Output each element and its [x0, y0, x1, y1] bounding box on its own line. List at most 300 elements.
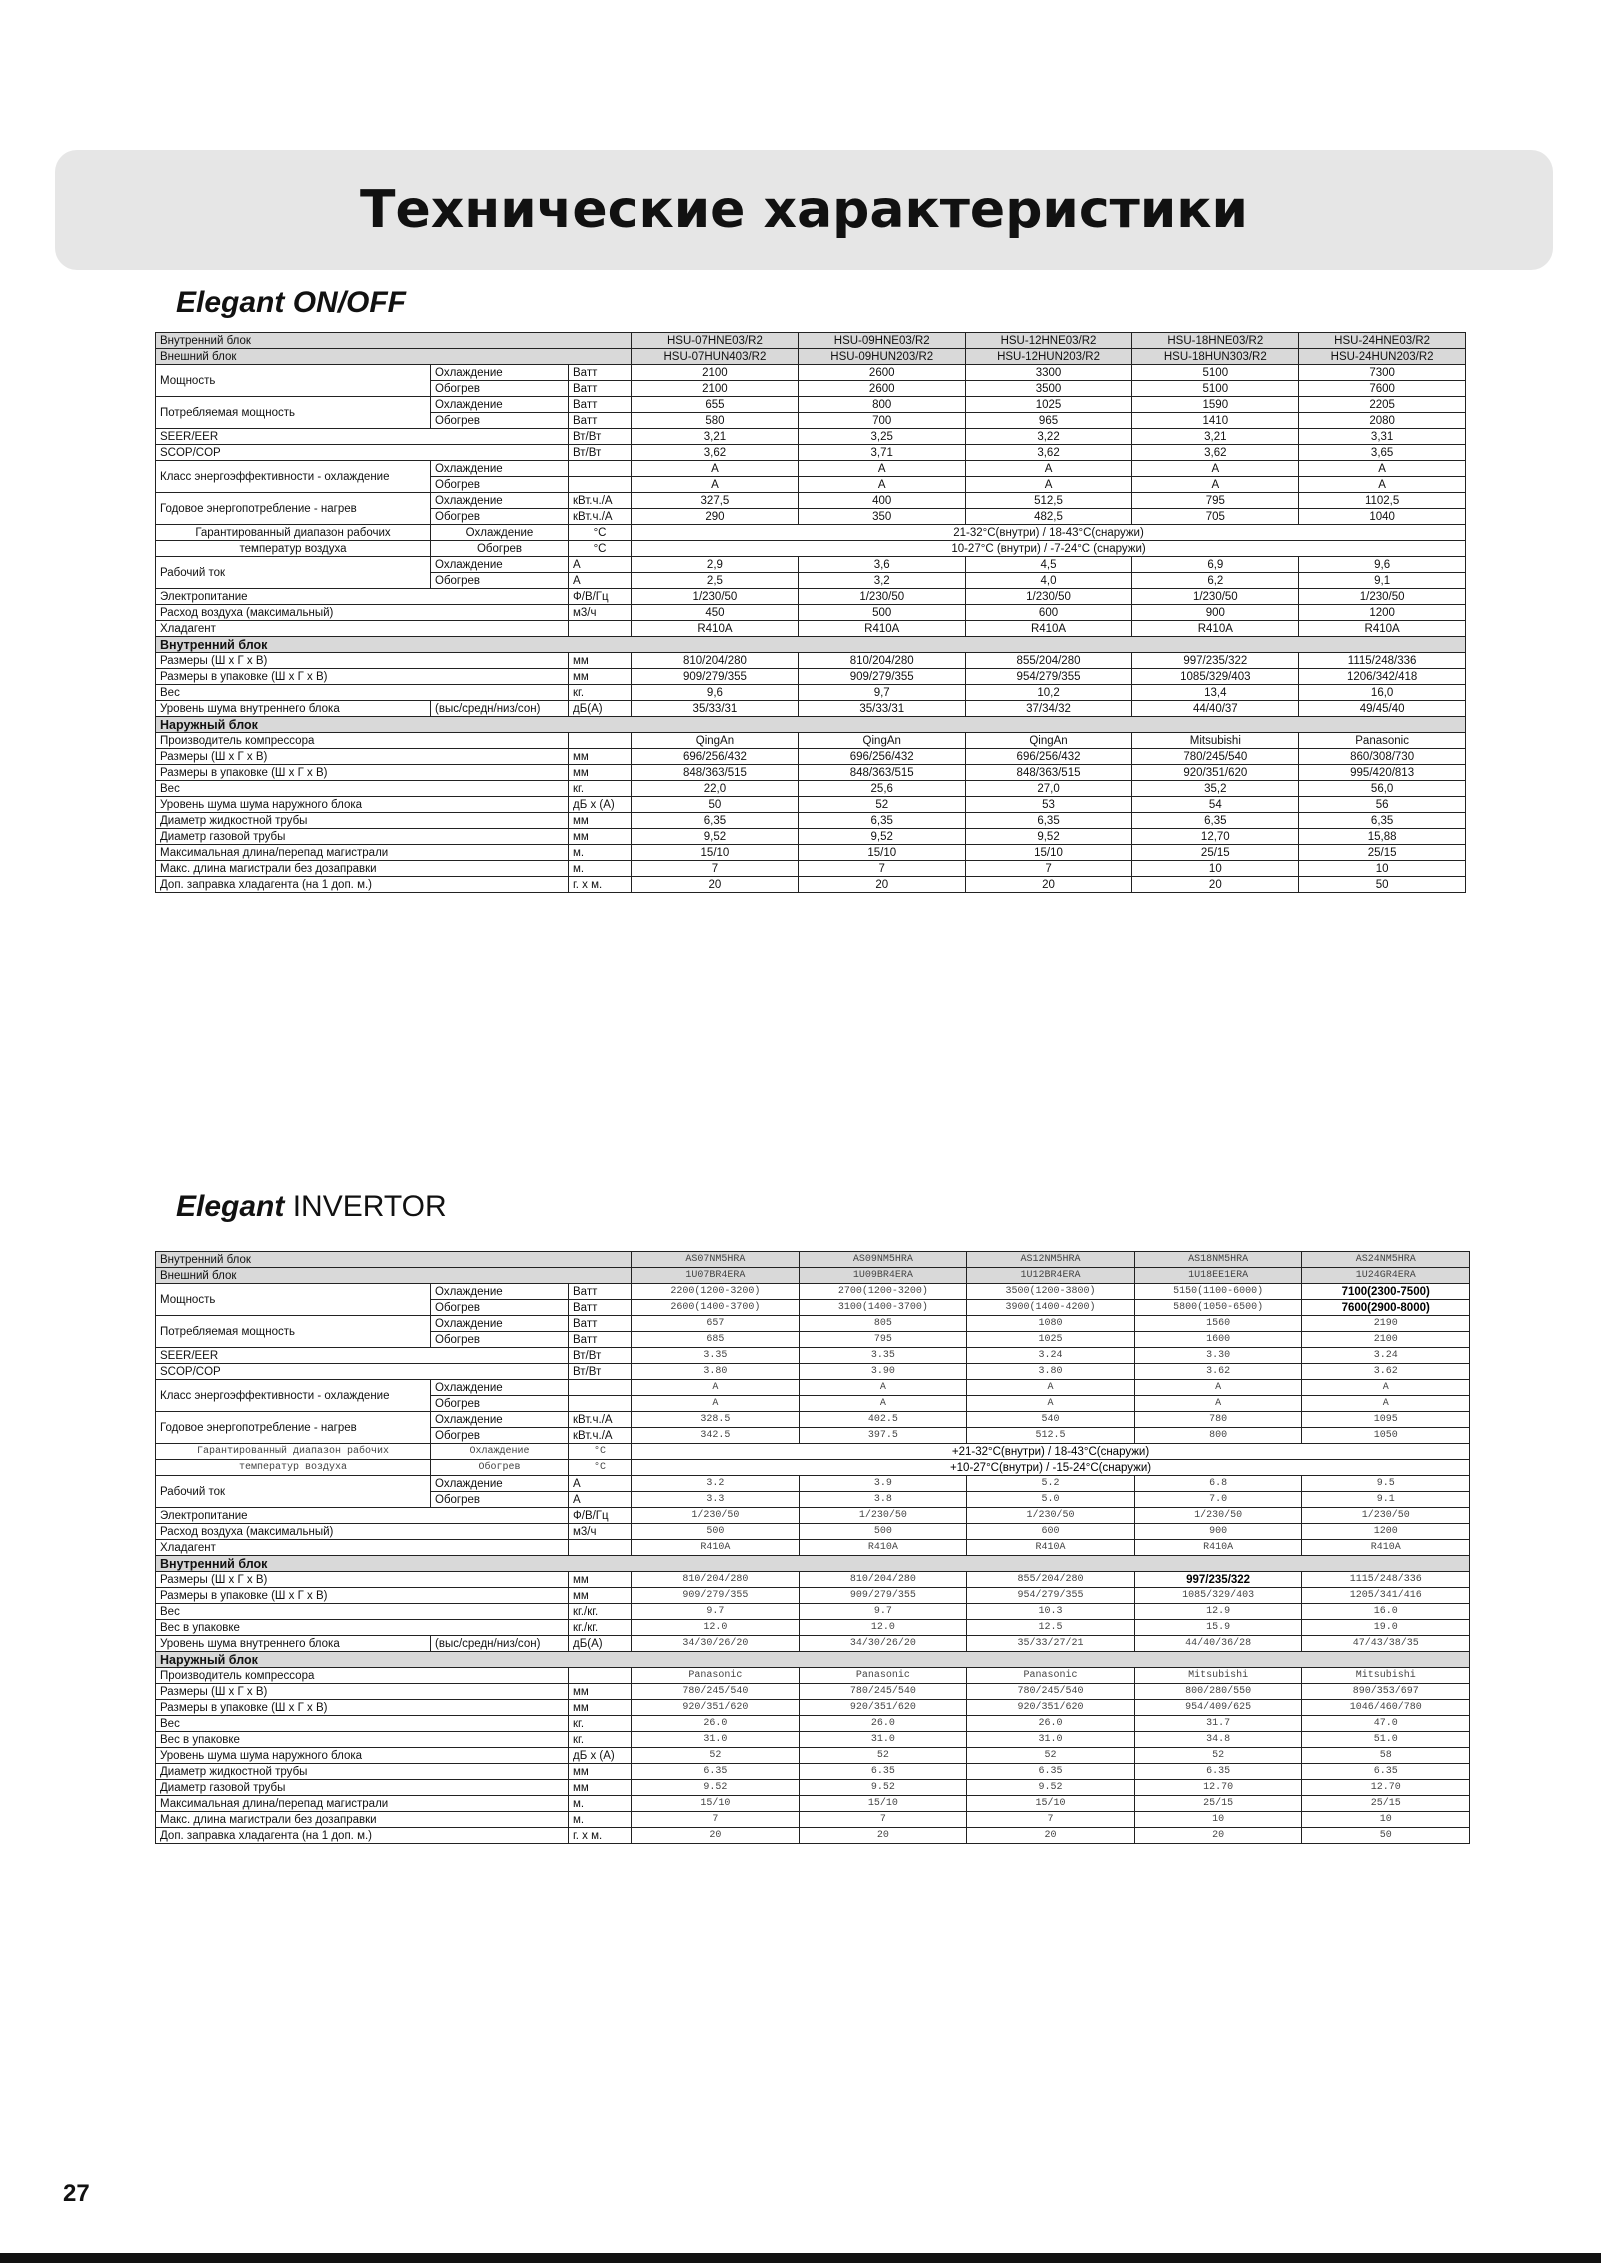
inverter-value-cell: 15.9: [1134, 1620, 1302, 1636]
onoff-value-cell: 9,6: [1299, 557, 1466, 573]
inverter-value-cell: 5.0: [967, 1492, 1135, 1508]
onoff-value-cell: 4,5: [965, 557, 1132, 573]
onoff-value-cell: 25/15: [1299, 845, 1466, 861]
inverter-label-cell: мм: [569, 1572, 632, 1588]
onoff-value-cell: 810/204/280: [632, 653, 799, 669]
onoff-label-cell: [569, 621, 632, 637]
page-title: Технические характеристики: [360, 180, 1248, 240]
onoff-value-cell: A: [965, 461, 1132, 477]
onoff-label-cell: SCOP/COP: [156, 445, 569, 461]
onoff-label-cell: A: [569, 573, 632, 589]
inverter-label-cell: Обогрев: [431, 1492, 569, 1508]
inverter-value-cell: 3.9: [799, 1476, 967, 1492]
onoff-label-cell: Охлаждение: [431, 365, 569, 381]
inverter-label-cell: Производитель компрессора: [156, 1668, 569, 1684]
onoff-label-cell: Обогрев: [431, 573, 569, 589]
inverter-value-cell: 12.0: [632, 1620, 800, 1636]
inverter-row: [156, 1460, 1470, 1476]
onoff-label-cell: Производитель компрессора: [156, 733, 569, 749]
onoff-row: [156, 765, 1466, 781]
onoff-label-cell: Вт/Вт: [569, 429, 632, 445]
onoff-value-cell: 9,52: [632, 829, 799, 845]
inverter-row: [156, 1556, 1470, 1572]
onoff-value-cell: HSU-07HUN403/R2: [632, 349, 799, 365]
onoff-value-cell: 810/204/280: [798, 653, 965, 669]
inverter-row: [156, 1812, 1470, 1828]
inverter-value-cell: 10: [1134, 1812, 1302, 1828]
inverter-value-cell: 10: [1302, 1812, 1470, 1828]
inverter-value-cell: A: [967, 1396, 1135, 1412]
onoff-label-cell: Охлаждение: [431, 493, 569, 509]
inverter-label-cell: Размеры (Ш x Г x В): [156, 1572, 569, 1588]
onoff-row: [156, 589, 1466, 605]
inverter-value-cell: 25/15: [1302, 1796, 1470, 1812]
onoff-value-cell: 5100: [1132, 381, 1299, 397]
onoff-value-cell: QingAn: [965, 733, 1132, 749]
inverter-value-cell: 1200: [1302, 1524, 1470, 1540]
onoff-value-cell: 56,0: [1299, 781, 1466, 797]
inverter-value-cell: 1080: [967, 1316, 1135, 1332]
onoff-label-cell: Охлаждение: [431, 557, 569, 573]
inverter-label-cell: кг.: [569, 1732, 632, 1748]
inverter-value-cell: 810/204/280: [799, 1572, 967, 1588]
onoff-value-cell: 53: [965, 797, 1132, 813]
onoff-value-cell: Обогрев: [431, 541, 569, 557]
inverter-value-cell: 31.0: [632, 1732, 800, 1748]
onoff-row: [156, 749, 1466, 765]
onoff-label-cell: Годовое энергопотребление - нагрев: [156, 493, 431, 525]
inverter-label-cell: Ф/В/Гц: [569, 1508, 632, 1524]
onoff-value-cell: 10: [1132, 861, 1299, 877]
inverter-label-cell: Охлаждение: [431, 1316, 569, 1332]
inverter-label-cell: Уровень шума внутреннего блока: [156, 1636, 431, 1652]
onoff-value-cell: A: [965, 477, 1132, 493]
onoff-value-cell: 50: [1299, 877, 1466, 893]
onoff-row: [156, 557, 1466, 573]
inverter-value-cell: 909/279/355: [632, 1588, 800, 1604]
inverter-value-cell: 3500(1200-3800): [967, 1284, 1135, 1300]
onoff-label-cell: Ватт: [569, 365, 632, 381]
inverter-value-cell: 328.5: [632, 1412, 800, 1428]
onoff-value-cell: 7600: [1299, 381, 1466, 397]
onoff-value-cell: 909/279/355: [798, 669, 965, 685]
inverter-label-cell: Макс. длина магистрали без дозаправки: [156, 1812, 569, 1828]
onoff-value-cell: 860/308/730: [1299, 749, 1466, 765]
onoff-label-cell: мм: [569, 829, 632, 845]
inverter-row: [156, 1764, 1470, 1780]
onoff-value-cell: HSU-09HNE03/R2: [798, 333, 965, 349]
inverter-value-cell: 35/33/27/21: [967, 1636, 1135, 1652]
onoff-value-cell: 2080: [1299, 413, 1466, 429]
onoff-value-cell: A: [798, 477, 965, 493]
inverter-value-cell: 9.5: [1302, 1476, 1470, 1492]
inverter-label-cell: мм: [569, 1588, 632, 1604]
inverter-value-cell: 3.24: [1302, 1348, 1470, 1364]
inverter-value-cell: R410A: [967, 1540, 1135, 1556]
inverter-value-cell: 540: [967, 1412, 1135, 1428]
inverter-label-cell: Ватт: [569, 1332, 632, 1348]
inverter-label-cell: Вес в упаковке: [156, 1732, 569, 1748]
onoff-row: [156, 621, 1466, 637]
onoff-value-cell: 9,1: [1299, 573, 1466, 589]
inverter-value-cell: 920/351/620: [967, 1700, 1135, 1716]
inverter-value-cell: 954/409/625: [1134, 1700, 1302, 1716]
inverter-label-cell: A: [569, 1492, 632, 1508]
onoff-value-cell: 696/256/432: [632, 749, 799, 765]
inverter-value-cell: 25/15: [1134, 1796, 1302, 1812]
inverter-row: [156, 1732, 1470, 1748]
specs-table-onoff: [155, 332, 1466, 893]
inverter-value-cell: A: [1302, 1396, 1470, 1412]
inverter-value-cell: 1205/341/416: [1302, 1588, 1470, 1604]
inverter-label-cell: кг./кг.: [569, 1604, 632, 1620]
inverter-label-cell: [569, 1668, 632, 1684]
inverter-row: [156, 1828, 1470, 1844]
inverter-label-cell: дБ x (А): [569, 1748, 632, 1764]
onoff-value-cell: 920/351/620: [1132, 765, 1299, 781]
page-number: 27: [63, 2180, 90, 2207]
inverter-label-cell: Обогрев: [431, 1428, 569, 1444]
inverter-label-cell: Охлаждение: [431, 1476, 569, 1492]
onoff-row: [156, 781, 1466, 797]
onoff-label-cell: Ф/В/Гц: [569, 589, 632, 605]
onoff-value-cell: A: [1132, 461, 1299, 477]
inverter-value-cell: 397.5: [799, 1428, 967, 1444]
onoff-value-cell: 3,62: [965, 445, 1132, 461]
inverter-value-cell: 1600: [1134, 1332, 1302, 1348]
onoff-value-cell: 3,62: [632, 445, 799, 461]
onoff-value-cell: HSU-12HNE03/R2: [965, 333, 1132, 349]
onoff-value-cell: 795: [1132, 493, 1299, 509]
inverter-row: [156, 1316, 1470, 1332]
inverter-value-cell: 20: [632, 1828, 800, 1844]
onoff-label-cell: Размеры в упаковке (Ш x Г x В): [156, 765, 569, 781]
onoff-value-cell: 15/10: [965, 845, 1132, 861]
onoff-label-cell: SEER/EER: [156, 429, 569, 445]
inverter-value-cell: 1/230/50: [1302, 1508, 1470, 1524]
onoff-value-cell: 965: [965, 413, 1132, 429]
inverter-value-cell: 780/245/540: [799, 1684, 967, 1700]
onoff-value-cell: 848/363/515: [965, 765, 1132, 781]
onoff-value-cell: 10,2: [965, 685, 1132, 701]
inverter-label-cell: мм: [569, 1764, 632, 1780]
onoff-value-cell: Охлаждение: [431, 525, 569, 541]
onoff-value-cell: 6,35: [965, 813, 1132, 829]
onoff-value-cell: Гарантированный диапазон рабочих: [156, 525, 431, 541]
onoff-value-cell: 49/45/40: [1299, 701, 1466, 717]
inverter-value-cell: 47/43/38/35: [1302, 1636, 1470, 1652]
onoff-label-cell: Расход воздуха (максимальный): [156, 605, 569, 621]
inverter-value-cell: 9.52: [632, 1780, 800, 1796]
onoff-value-cell: 7: [798, 861, 965, 877]
inverter-row: [156, 1668, 1470, 1684]
onoff-value-cell: 50: [632, 797, 799, 813]
inverter-row: [156, 1380, 1470, 1396]
inverter-value-cell: 800/280/550: [1134, 1684, 1302, 1700]
onoff-label-cell: Обогрев: [431, 413, 569, 429]
inverter-value-cell: 12.70: [1302, 1780, 1470, 1796]
inverter-label-cell: Ватт: [569, 1284, 632, 1300]
onoff-value-cell: 482,5: [965, 509, 1132, 525]
inverter-value-cell: 1025: [967, 1332, 1135, 1348]
inverter-label-cell: Размеры в упаковке (Ш x Г x В): [156, 1588, 569, 1604]
onoff-value-cell: 997/235/322: [1132, 653, 1299, 669]
inverter-value-cell: 685: [632, 1332, 800, 1348]
inverter-value-cell: 1U24GR4ERA: [1302, 1268, 1470, 1284]
inverter-row: [156, 1268, 1470, 1284]
onoff-value-cell: 9,52: [798, 829, 965, 845]
inverter-value-cell: 3.62: [1302, 1364, 1470, 1380]
onoff-value-cell: 6,9: [1132, 557, 1299, 573]
onoff-label-cell: кг.: [569, 781, 632, 797]
inverter-value-cell: 795: [799, 1332, 967, 1348]
onoff-value-cell: 600: [965, 605, 1132, 621]
onoff-label-cell: Электропитание: [156, 589, 569, 605]
onoff-row: [156, 829, 1466, 845]
onoff-value-cell: 4,0: [965, 573, 1132, 589]
inverter-label-cell: Расход воздуха (максимальный): [156, 1524, 569, 1540]
onoff-label-cell: мм: [569, 765, 632, 781]
inverter-value-cell: 31.7: [1134, 1716, 1302, 1732]
inverter-value-cell: 6.8: [1134, 1476, 1302, 1492]
inverter-label-cell: Размеры (Ш x Г x В): [156, 1684, 569, 1700]
onoff-value-cell: 705: [1132, 509, 1299, 525]
onoff-value-cell: 20: [798, 877, 965, 893]
onoff-label-cell: дБ x (А): [569, 797, 632, 813]
onoff-value-cell: 2205: [1299, 397, 1466, 413]
inverter-value-cell: R410A: [1134, 1540, 1302, 1556]
inverter-value-cell: °C: [569, 1460, 632, 1476]
onoff-label-cell: Ватт: [569, 413, 632, 429]
inverter-value-cell: A: [799, 1380, 967, 1396]
onoff-value-cell: A: [632, 477, 799, 493]
inverter-value-cell: 1/230/50: [632, 1508, 800, 1524]
section-title-inverter: [176, 1190, 447, 1224]
onoff-value-cell: 15/10: [798, 845, 965, 861]
onoff-label-cell: Обогрев: [431, 477, 569, 493]
section-title-inverter-rest: INVERTOR: [284, 1190, 447, 1223]
onoff-label-cell: (выс/средн/низ/сон): [431, 701, 569, 717]
inverter-value-cell: A: [967, 1380, 1135, 1396]
inverter-label-cell: Доп. заправка хладагента (на 1 доп. м.): [156, 1828, 569, 1844]
onoff-value-cell: 1410: [1132, 413, 1299, 429]
inverter-value-cell: Обогрев: [431, 1460, 569, 1476]
inverter-label-cell: Потребляемая мощность: [156, 1316, 431, 1348]
inverter-value-cell: AS07NM5HRA: [632, 1252, 800, 1268]
inverter-row: [156, 1364, 1470, 1380]
onoff-row: [156, 797, 1466, 813]
onoff-value-cell: 1/230/50: [632, 589, 799, 605]
onoff-value-cell: 6,35: [798, 813, 965, 829]
inverter-value-cell: 1U12BR4ERA: [967, 1268, 1135, 1284]
onoff-label-cell: Обогрев: [431, 509, 569, 525]
onoff-value-cell: °C: [569, 541, 632, 557]
inverter-value-cell: 500: [632, 1524, 800, 1540]
onoff-row: [156, 877, 1466, 893]
inverter-value-cell: 909/279/355: [799, 1588, 967, 1604]
inverter-value-cell: 52: [1134, 1748, 1302, 1764]
onoff-label-cell: Размеры (Ш x Г x В): [156, 653, 569, 669]
onoff-value-cell: 25,6: [798, 781, 965, 797]
onoff-value-cell: Panasonic: [1299, 733, 1466, 749]
onoff-value-cell: 1115/248/336: [1299, 653, 1466, 669]
onoff-value-cell: 655: [632, 397, 799, 413]
inverter-label-cell: Вт/Вт: [569, 1364, 632, 1380]
inverter-value-cell: 2100: [1302, 1332, 1470, 1348]
inverter-value-cell: 52: [799, 1748, 967, 1764]
inverter-row: [156, 1780, 1470, 1796]
inverter-value-cell: 34/30/26/20: [799, 1636, 967, 1652]
onoff-value-cell: 848/363/515: [632, 765, 799, 781]
inverter-label-cell: Электропитание: [156, 1508, 569, 1524]
inverter-value-cell: 34.8: [1134, 1732, 1302, 1748]
inverter-value-cell: 800: [1134, 1428, 1302, 1444]
onoff-label-cell: Рабочий ток: [156, 557, 431, 589]
onoff-value-cell: 848/363/515: [798, 765, 965, 781]
inverter-row: [156, 1348, 1470, 1364]
onoff-label-cell: г. x м.: [569, 877, 632, 893]
inverter-label-cell: м3/ч: [569, 1524, 632, 1540]
inverter-value-cell: 6.35: [967, 1764, 1135, 1780]
inverter-row: [156, 1476, 1470, 1492]
onoff-value-cell: 10: [1299, 861, 1466, 877]
inverter-value-cell: +21-32°C(внутри) / 18-43°C(снаружи): [632, 1444, 1470, 1460]
onoff-value-cell: 3300: [965, 365, 1132, 381]
inverter-label-cell: Обогрев: [431, 1332, 569, 1348]
onoff-value-cell: 290: [632, 509, 799, 525]
onoff-value-cell: HSU-07HNE03/R2: [632, 333, 799, 349]
inverter-row: [156, 1444, 1470, 1460]
onoff-label-cell: Уровень шума внутреннего блока: [156, 701, 431, 717]
onoff-value-cell: 2,9: [632, 557, 799, 573]
onoff-label-cell: Максимальная длина/перепад магистрали: [156, 845, 569, 861]
inverter-value-cell: 3.3: [632, 1492, 800, 1508]
inverter-label-cell: дБ(А): [569, 1636, 632, 1652]
onoff-value-cell: 10-27°C (внутри) / -7-24°C (снаружи): [632, 541, 1466, 557]
inverter-value-cell: 1115/248/336: [1302, 1572, 1470, 1588]
onoff-value-cell: R410A: [965, 621, 1132, 637]
onoff-value-cell: 1025: [965, 397, 1132, 413]
onoff-value-cell: 5100: [1132, 365, 1299, 381]
inverter-value-cell: 512.5: [967, 1428, 1135, 1444]
inverter-label-cell: Охлаждение: [431, 1380, 569, 1396]
onoff-value-cell: 56: [1299, 797, 1466, 813]
onoff-label-cell: Доп. заправка хладагента (на 1 доп. м.): [156, 877, 569, 893]
inverter-value-cell: 780/245/540: [632, 1684, 800, 1700]
inverter-value-cell: 34/30/26/20: [632, 1636, 800, 1652]
onoff-value-cell: 696/256/432: [798, 749, 965, 765]
onoff-label-cell: Размеры (Ш x Г x В): [156, 749, 569, 765]
inverter-value-cell: 1050: [1302, 1428, 1470, 1444]
onoff-row: [156, 541, 1466, 557]
onoff-value-cell: QingAn: [632, 733, 799, 749]
inverter-section-header: Внутренний блок: [156, 1556, 1470, 1572]
inverter-row: [156, 1572, 1470, 1588]
onoff-label-cell: мм: [569, 749, 632, 765]
inverter-label-cell: мм: [569, 1780, 632, 1796]
onoff-value-cell: 3,2: [798, 573, 965, 589]
inverter-label-cell: Диаметр газовой трубы: [156, 1780, 569, 1796]
onoff-label-cell: мм: [569, 669, 632, 685]
inverter-value-cell: 9.7: [632, 1604, 800, 1620]
inverter-label-cell: Диаметр жидкостной трубы: [156, 1764, 569, 1780]
onoff-value-cell: 6,35: [1299, 813, 1466, 829]
inverter-value-cell: 3.2: [632, 1476, 800, 1492]
onoff-label-cell: [569, 461, 632, 477]
inverter-value-cell: AS09NM5HRA: [799, 1252, 967, 1268]
onoff-value-cell: 9,7: [798, 685, 965, 701]
inverter-value-cell: 47.0: [1302, 1716, 1470, 1732]
onoff-label-cell: Диаметр газовой трубы: [156, 829, 569, 845]
inverter-label-cell: Уровень шума шума наружного блока: [156, 1748, 569, 1764]
onoff-value-cell: R410A: [1132, 621, 1299, 637]
onoff-row: [156, 493, 1466, 509]
inverter-label-cell: Обогрев: [431, 1300, 569, 1316]
onoff-value-cell: A: [1299, 477, 1466, 493]
inverter-label-cell: [569, 1380, 632, 1396]
onoff-value-cell: 580: [632, 413, 799, 429]
inverter-value-cell: 1U07BR4ERA: [632, 1268, 800, 1284]
onoff-row: [156, 445, 1466, 461]
inverter-value-cell: A: [632, 1396, 800, 1412]
inverter-label-cell: Размеры в упаковке (Ш x Г x В): [156, 1700, 569, 1716]
onoff-label-cell: Хладагент: [156, 621, 569, 637]
onoff-value-cell: температур воздуха: [156, 541, 431, 557]
inverter-label-cell: мм: [569, 1684, 632, 1700]
inverter-label-cell: Внешний блок: [156, 1268, 632, 1284]
onoff-label-cell: Обогрев: [431, 381, 569, 397]
inverter-label-cell: Максимальная длина/перепад магистрали: [156, 1796, 569, 1812]
inverter-value-cell: 900: [1134, 1524, 1302, 1540]
inverter-value-cell: AS24NM5HRA: [1302, 1252, 1470, 1268]
inverter-value-cell: 10.3: [967, 1604, 1135, 1620]
onoff-value-cell: 1/230/50: [1299, 589, 1466, 605]
inverter-value-cell: 12.70: [1134, 1780, 1302, 1796]
inverter-label-cell: кг.: [569, 1716, 632, 1732]
inverter-label-cell: Мощность: [156, 1284, 431, 1316]
inverter-row: [156, 1748, 1470, 1764]
onoff-value-cell: 1590: [1132, 397, 1299, 413]
inverter-value-cell: Mitsubishi: [1302, 1668, 1470, 1684]
inverter-label-cell: Вес: [156, 1716, 569, 1732]
inverter-label-cell: Охлаждение: [431, 1284, 569, 1300]
inverter-row: [156, 1684, 1470, 1700]
onoff-value-cell: 3500: [965, 381, 1132, 397]
onoff-value-cell: 15/10: [632, 845, 799, 861]
onoff-label-cell: м.: [569, 845, 632, 861]
inverter-row: [156, 1636, 1470, 1652]
onoff-value-cell: 780/245/540: [1132, 749, 1299, 765]
onoff-row: [156, 349, 1466, 365]
inverter-value-cell: 58: [1302, 1748, 1470, 1764]
onoff-value-cell: 1102,5: [1299, 493, 1466, 509]
onoff-value-cell: 954/279/355: [965, 669, 1132, 685]
onoff-value-cell: 7300: [1299, 365, 1466, 381]
inverter-label-cell: Охлаждение: [431, 1412, 569, 1428]
inverter-value-cell: 342.5: [632, 1428, 800, 1444]
inverter-value-cell: A: [799, 1396, 967, 1412]
inverter-label-cell: SEER/EER: [156, 1348, 569, 1364]
onoff-value-cell: R410A: [798, 621, 965, 637]
onoff-value-cell: HSU-18HNE03/R2: [1132, 333, 1299, 349]
onoff-row: [156, 429, 1466, 445]
onoff-value-cell: 6,35: [632, 813, 799, 829]
inverter-value-cell: 1046/460/780: [1302, 1700, 1470, 1716]
inverter-value-cell: 9.52: [967, 1780, 1135, 1796]
inverter-value-cell: 7600(2900-8000): [1302, 1300, 1470, 1316]
onoff-label-cell: Класс энергоэффективности - охлаждение: [156, 461, 431, 493]
onoff-row: [156, 733, 1466, 749]
